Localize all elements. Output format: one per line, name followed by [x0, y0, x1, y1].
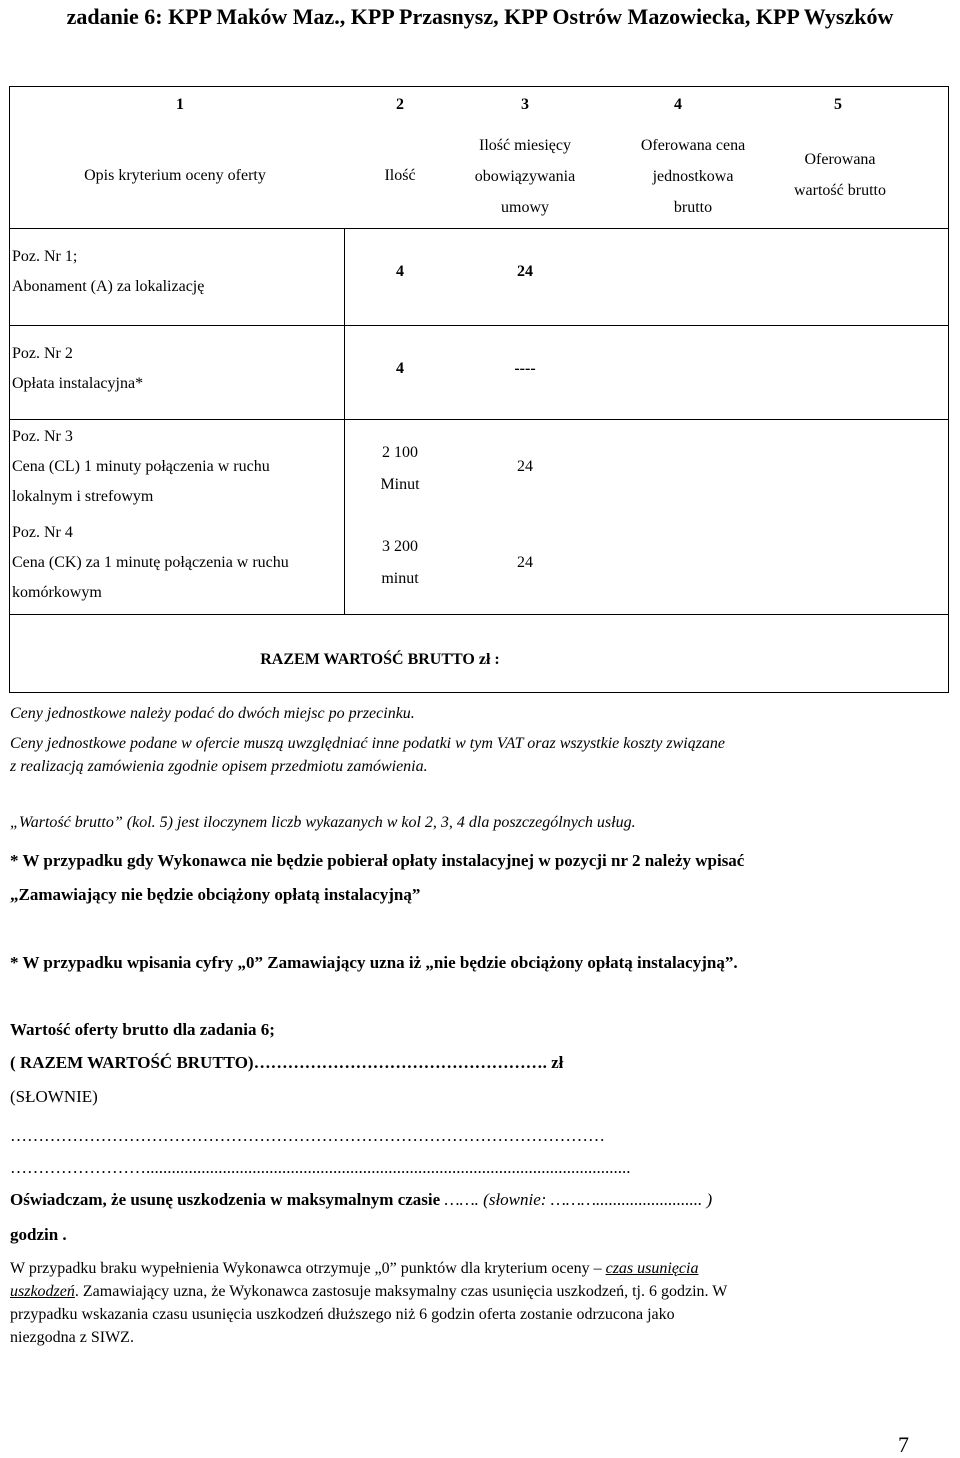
table-border-bottom: [9, 692, 949, 693]
warning-installation-line-2: „Zamawiający nie będzie obciążony opłatą instalacyjną”: [10, 885, 421, 904]
table-row-description: Poz. Nr 3 Cena (CL) 1 minuty połączenia w ruchu lokalnym i strefowym: [12, 428, 270, 505]
header-quantity: Ilość: [384, 167, 416, 184]
table-border-top: [9, 86, 949, 87]
column-number: 1: [176, 96, 184, 113]
table-row-months: 24: [517, 554, 533, 571]
table-row-months: 24: [517, 263, 533, 280]
warning-installation-line-1: * W przypadku gdy Wykonawca nie będzie pobierał opłaty instalacyjnej w pozycji nr 2 należy wpisać: [10, 851, 745, 870]
table-border-right: [948, 86, 949, 693]
header-gross-value: Oferowana wartość brutto: [794, 151, 886, 199]
table-row-description: Poz. Nr 4 Cena (CK) za 1 minutę połączenia w ruchu komórkowym: [12, 524, 289, 601]
table-column-divider: [344, 228, 345, 615]
column-number: 2: [396, 96, 404, 113]
table-row-months: ----: [514, 360, 536, 377]
note-decimal-places: Ceny jednostkowe należy podać do dwóch miejsc po przecinku.: [10, 705, 415, 722]
final-note-line-4: niezgodna z SIWZ.: [10, 1329, 134, 1346]
header-unit-price: Oferowana cena jednostkowa brutto: [640, 137, 746, 216]
offer-in-words-line-1: ……………………………………………………………………………………………: [10, 1126, 605, 1145]
table-row-quantity: 4: [396, 360, 404, 377]
page-title: zadanie 6: KPP Maków Maz., KPP Przasnysz, KPP Ostrów Mazowiecka, KPP Wyszków: [66, 4, 894, 29]
table-rule: [9, 614, 949, 615]
note-taxes-line-2: z realizacją zamówienia zgodnie opisem przedmiotu zamówienia.: [10, 758, 428, 775]
column-number: 4: [674, 96, 682, 113]
repair-time-declaration: Oświadczam, że usunę uszkodzenia w maksymalnym czasie ……. (słownie: ………......................... ): [10, 1190, 713, 1209]
offer-value-label: Wartość oferty brutto dla zadania 6;: [10, 1020, 275, 1039]
table-border-left: [9, 86, 10, 693]
offer-total-line: ( RAZEM WARTOŚĆ BRUTTO)……………………………………………. zł: [10, 1053, 564, 1072]
offer-in-words-line-2: ……………………..................................................................................................................: [10, 1158, 631, 1177]
table-row-quantity: 2 100 Minut: [380, 444, 420, 493]
table-row-description: Poz. Nr 1; Abonament (A) za lokalizację: [12, 248, 205, 295]
table-rule: [9, 419, 949, 420]
repair-time-unit: godzin .: [10, 1225, 67, 1244]
table-rule: [9, 228, 949, 229]
final-note-line-1: W przypadku braku wypełnienia Wykonawca otrzymuje „0” punktów dla kryterium oceny – czas usunięcia: [10, 1260, 699, 1277]
table-row-months: 24: [517, 458, 533, 475]
warning-zero-value: * W przypadku wpisania cyfry „0” Zamawiający uzna iż „nie będzie obciążony opłatą instalacyjną”.: [10, 953, 738, 972]
table-row-description: Poz. Nr 2 Opłata instalacyjna*: [12, 345, 144, 392]
offer-in-words-label: (SŁOWNIE): [10, 1087, 98, 1106]
column-number: 5: [834, 96, 842, 113]
column-number: 3: [521, 96, 529, 113]
table-rule: [9, 325, 949, 326]
table-row-quantity: 3 200 minut: [381, 538, 419, 587]
table-total-label: RAZEM WARTOŚĆ BRUTTO zł :: [260, 651, 500, 668]
header-criterion: Opis kryterium oceny oferty: [84, 167, 266, 184]
final-note-line-2: uszkodzeń. Zamawiający uzna, że Wykonawca zastosuje maksymalny czas usunięcia uszkodzeń, tj. 6 godzin. W: [10, 1283, 728, 1300]
final-note-line-3: przypadku wskazania czasu usunięcia uszkodzeń dłuższego niż 6 godzin oferta zostanie odrzucona jako: [10, 1306, 675, 1323]
header-months: Ilość miesięcy obowiązywania umowy: [474, 137, 576, 216]
table-row-quantity: 4: [396, 263, 404, 280]
page-number: 7: [898, 1432, 909, 1457]
note-gross-value: „Wartość brutto” (kol. 5) jest iloczynem liczb wykazanych w kol 2, 3, 4 dla poszczególnych usług.: [10, 814, 636, 831]
note-taxes-line-1: Ceny jednostkowe podane w ofercie muszą uwzględniać inne podatki w tym VAT oraz wszystkie koszty związane: [10, 735, 726, 752]
